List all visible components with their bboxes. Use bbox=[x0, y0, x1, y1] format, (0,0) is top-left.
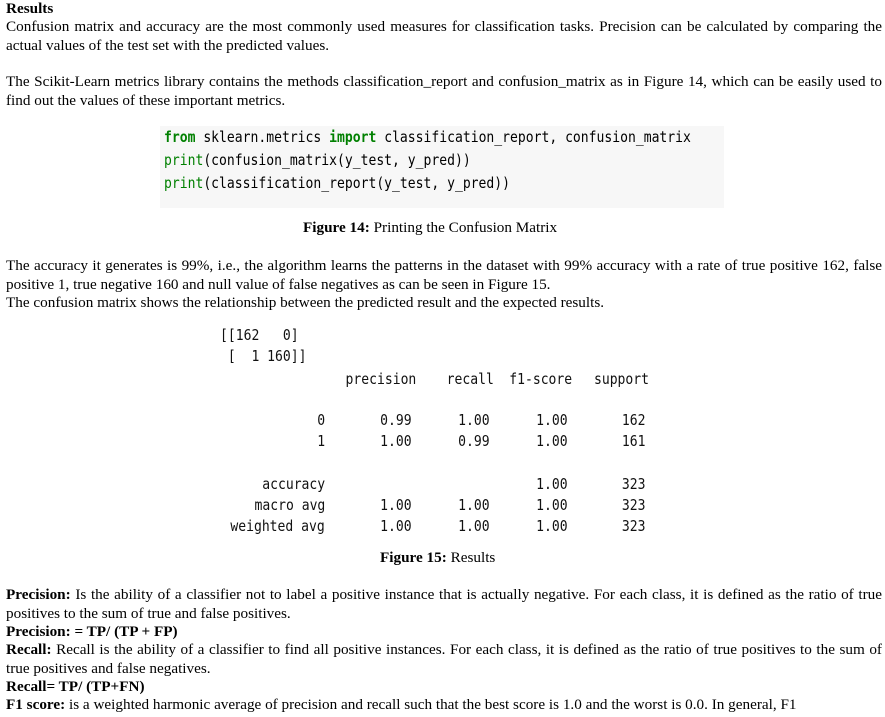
report-cell-precision: 1.00 bbox=[380, 432, 412, 450]
recall-formula: Recall= TP/ (TP+FN) bbox=[6, 678, 145, 695]
report-row-label: accuracy bbox=[262, 475, 325, 493]
report-cell-support: 323 bbox=[621, 475, 645, 493]
paragraph-confusion: The confusion matrix shows the relationship between the predicted result and the expected results. bbox=[6, 294, 605, 311]
paragraph-accuracy: The accuracy it generates is 99%, i.e., the algorithm learns the patterns in the dataset with 99% accuracy with a rate of true positive 162, false positive 1, true negative 160 and null value of false negatives as can be seen in Figure 15. bbox=[6, 257, 882, 293]
report-cell-f1: 1.00 bbox=[536, 432, 568, 450]
figure-15-caption: Figure 15: Results bbox=[380, 549, 496, 566]
report-cell-f1: 1.00 bbox=[536, 411, 568, 429]
report-cell-f1: 1.00 bbox=[536, 496, 568, 514]
confusion-matrix-output bbox=[220, 325, 307, 367]
report-row-label: 0 bbox=[317, 411, 325, 429]
paragraph-sklearn: The Scikit-Learn metrics library contains the methods classification_report and confusion_matrix as in Figure 14, which can be easily used to find out the values of these important metrics. bbox=[6, 73, 882, 109]
report-header-recall: recall bbox=[446, 370, 494, 388]
report-row-label: macro avg bbox=[254, 496, 325, 514]
report-cell-recall: 1.00 bbox=[458, 496, 490, 514]
report-cell-precision: 1.00 bbox=[380, 496, 412, 514]
report-cell-f1: 1.00 bbox=[536, 517, 568, 535]
report-row-label: weighted avg bbox=[230, 517, 325, 535]
report-cell-support: 161 bbox=[621, 432, 645, 450]
precision-definition: Precision: Is the ability of a classifier not to label a positive instance that is actually negative. For each class, it is defined as the ratio of true positives to the sum of true and false positives. bbox=[6, 586, 882, 622]
report-cell-f1: 1.00 bbox=[536, 475, 568, 493]
report-cell-support: 323 bbox=[621, 517, 645, 535]
code-line-print-matrix: print(confusion_matrix(y_test, y_pred)) bbox=[164, 151, 471, 169]
paragraph-intro: Confusion matrix and accuracy are the most commonly used measures for classification tasks. Precision can be calculated by comparing the actual values of the test set with the predicted values. bbox=[6, 18, 882, 54]
matrix-row-1: [[162 0] bbox=[220, 326, 299, 344]
section-heading: Results bbox=[6, 0, 54, 17]
f1-definition: F1 score: is a weighted harmonic average of precision and recall such that the best score is 1.0 and the worst is 0.0. In general, F1 bbox=[6, 696, 797, 713]
figure-14-caption: Figure 14: Printing the Confusion Matrix bbox=[303, 219, 558, 236]
report-cell-precision: 1.00 bbox=[380, 517, 412, 535]
recall-definition: Recall: Recall is the ability of a classifier to find all positive instances. For each class, it is defined as the ratio of true positives to the sum of true positives and false negatives. bbox=[6, 641, 882, 677]
precision-formula: Precision: = TP/ (TP + FP) bbox=[6, 623, 178, 640]
report-header-f1-score: f1-score bbox=[509, 370, 572, 388]
report-cell-recall: 0.99 bbox=[458, 432, 490, 450]
code-line-import: from sklearn.metrics import classification_report, confusion_matrix bbox=[164, 128, 691, 146]
report-cell-recall: 1.00 bbox=[458, 411, 490, 429]
code-snippet bbox=[160, 126, 724, 208]
report-header-support: support bbox=[593, 370, 649, 388]
report-cell-support: 162 bbox=[621, 411, 645, 429]
report-cell-support: 323 bbox=[621, 496, 645, 514]
report-cell-recall: 1.00 bbox=[458, 517, 490, 535]
matrix-row-2: [ 1 160]] bbox=[220, 347, 307, 365]
report-header-precision: precision bbox=[345, 370, 416, 388]
code-line-print-report: print(classification_report(y_test, y_pred)) bbox=[164, 174, 511, 192]
report-cell-precision: 0.99 bbox=[380, 411, 412, 429]
report-row-label: 1 bbox=[317, 432, 325, 450]
